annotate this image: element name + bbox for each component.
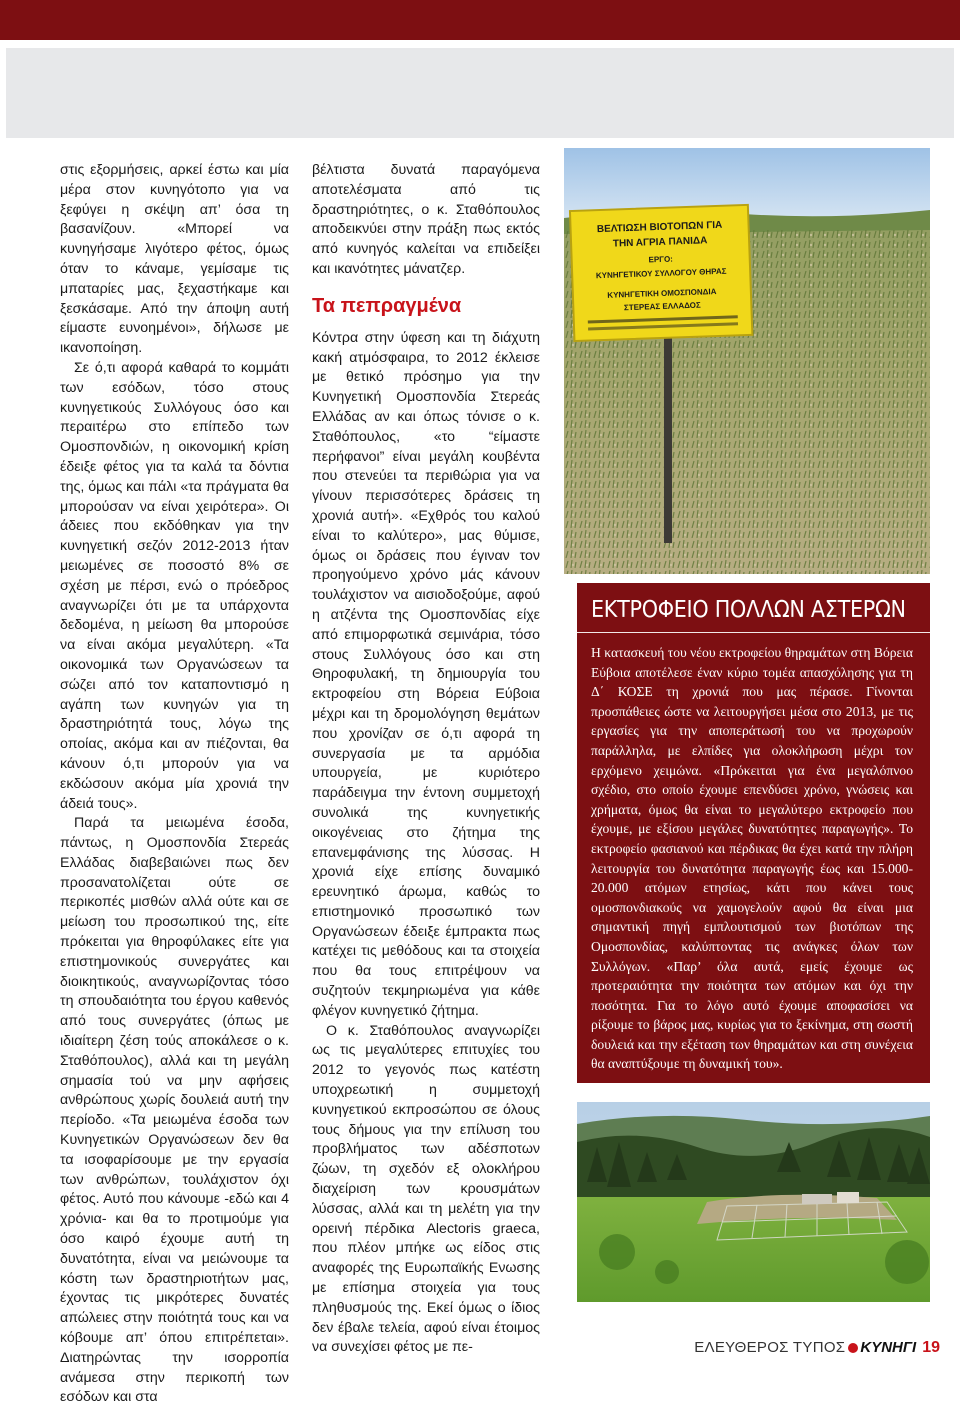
sign-line-1: ΒΕΛΤΙΩΣΗ ΒΙΟΤΟΠΩΝ ΓΙΑ [596, 219, 723, 236]
bullet-dot-icon [848, 1343, 858, 1353]
page-number: 19 [922, 1339, 940, 1356]
article-paragraph: Σε ό,τι αφορά καθαρά το κομμάτι των εσόδων, τόσο στους κυνηγετικούς Συλλόγους όσο και περαιτέρω στο επίπεδο των Ομοσπονδιών, η οικονομική κρίση έδειξε φέτος για τα καλά τα δόντια της, όμως και πάλι «τα πράγματα θα μπορούσαν να είναι χειρότερα». Οι άδειες που εκδόθηκαν για την κυνηγετική σεζόν 2012-2013 ήταν μειωμένες σε ποσοστό 8% σε σχέση με πέρσι, ενώ ο πρόεδρος αναγνωρίζει ότι με τα υπάρχοντα δεδομένα, η μείωση θα μπορούσε να είναι ακόμα μεγαλύτερη. «Τα οικονομικά των Οργανώσεων τα σώζει από τον καταποντισμό η αγάπη των κυνηγών για τη δραστηριότητά τους, λόγω της οποίας, ακόμα και αν πιέζονται, θα κάνουν ό,τι μπορούν για να εκδώσουν ακόμα μία χρονιά την άδειά τους». [60, 359, 289, 812]
photo-habitat-sign [564, 148, 930, 574]
sidebar-divider [577, 632, 930, 633]
section-name: ΚΥΝΗΓΙ [860, 1339, 917, 1356]
publication-name: ΕΛΕΥΘΕΡΟΣ ΤΥΠΟΣ [694, 1339, 846, 1356]
sidebar-text: Η κατασκευή του νέου εκτροφείου θηραμάτων στη Βόρεια Εύβοια αποτέλεσε έναν κύριο τομέα απασχόλησης για τη Δ΄ ΚΟΣΕ τη χρονιά που μας πέρασε. Γίνονται προσπάθειες ώστε να λειτουργήσει μέσα στο 2013, με τις εργασίες για την αποπεράτωσή του να προχωρούν παράλληλα, με ελπίδες για ολοκλήρωση μέχρι τον ερχόμενο χειμώνα. «Πρόκειται για ένα μεγαλόπνοο σχέδιο, στο οποίο έχουμε επενδύσει χρόνο, γνώσεις και χρήματα, όμως θα είναι το μεγαλύτερο εκτροφείο που έχουμε, με εξίσου μεγάλες δυνατότητες παραγωγής». Το εκτροφείο φασιανού και πέρδικας θα έχει κατά την πλήρη λειτουργία του δυνατότητα παραγωγής έως και 15.000-20.000 ατόμων ετησίως, κάτι που κάνει τους ομοσπονδιακούς να χαμογελούν αφού θα είναι μια σημαντική πηγή εμπλουτισμού των βιοτόπων της Ομοσπονδίας, καλύπτοντας τις ανάγκες όλων των Συλλόγων. «Παρ’ όλα αυτά, εμείς έχουμε ως προτεραιότητα την ποιότητα των ατόμων και όχι την ποσότητα. Για το λόγο αυτό έχουμε αποφασίσει να ρίξουμε το βάρος μας, κυρίως για το ξεκίνημα, στη σωστή δουλειά και την εξέταση των θηραμάτων και στη συνέχεια θα αναπτύξουμε τη δυναμική του». [591, 645, 914, 1072]
article-paragraph: Παρά τα μειωμένα έσοδα, πάντως, η Ομοσπονδία Στερεάς Ελλάδας διαβεβαιώνει πως δεν προσανατολίζεται ούτε σε περικοπές μισθών αλλά ούτε και σε μείωση του προσωπικού της, είτε πρόκειται για θηροφύλακες είτε για επιστημονικούς συνεργάτες και διοικητικούς, αναγνωρίζοντας τόσο τη σπουδαιότητα του έργου καθενός από τους συνεργάτες (όπως με ιδιαίτερη ζέση τούς αποκάλεσε ο κ. Σταθόπουλος), αλλά και τη μεγάλη σημασία τού να μην αφήσεις ανθρώπους χωρίς δουλειά αυτή την περίοδο. «Τα μειωμένα έσοδα των Κυνηγετικών Οργανώσεων δεν θα τα ισοφαρίσουμε με την εργασία των ανθρώπων, τουλάχιστον όχι φέτος. Αυτό που κάνουμε -εδώ και 4 χρόνια- και θα το προτιμούμε για όσο καιρό έχουμε αυτή τη δυνατότητα, είναι να μειώνουμε τα κόστη των δραστηριοτήτων μας, έχοντας τις μικρότερες δυνατές απώλειες στην ποιότητά τους και να κόβουμε απ’ όπου επιτρέπεται». Διατηρώντας την ισορροπία ανάμεσα στην περικοπή των εσόδων και στα [60, 815, 289, 1406]
article-paragraph: στις εξορμήσεις, αρκεί έστω και μία μέρα στον κυνηγότοπο για να ξεφύγει η σκέψη απ’ όσα τη βασανίζουν. «Μπορεί να κυνηγήσαμε λιγότερο φέτος, όμως όταν το κάναμε, γεμίσαμε τις μπαταρίες μας, ξεχαστήκαμε και ξεσκάσαμε. Από την άποψη αυτή είμαστε ευνοημένοι», δήλωσε με ικανοποίηση. [60, 162, 289, 357]
sign-line-5: ΚΥΝΗΓΕΤΙΚΗ ΟΜΟΣΠΟΝΔΙΑ [607, 287, 717, 300]
article-paragraph: Ο κ. Σταθόπουλος αναγνωρίζει ως τις μεγαλύτερες επιτυχίες του 2012 το γεγονός πως κατέστη υποχρεωτική η συμμετοχή κυνηγετικού εκπροσώπου σε όλους τους δήμους για την επίλυση του προβλήματος των αδέσποτων ζώων, τη σχεδόν εξ ολοκλήρου διαχείριση των κρουσμάτων λύσσας, αλλά και τη μελέτη για την ορεινή πέρδικα Alectoris graeca, που πλέον μπήκε ως είδος στις αναφορές της Ευρωπαϊκής Ενωσης με επίσημα στοιχεία για τους πληθυσμούς της. Εκεί όμως ο ίδιος δεν έβαλε τελεία, αφού είναι έτοιμος να συνεχίσει φέτος με πε- [312, 1022, 540, 1356]
sign-line-6: ΣΤΕΡΕΑΣ ΕΛΛΑΔΟΣ [623, 300, 701, 313]
article-column-2 [312, 161, 540, 1358]
sign-line-4: ΚΥΝΗΓΕΤΙΚΟΥ ΣΥΛΛΟΓΟΥ ΘΗΡΑΣ [595, 266, 727, 281]
section-subheading: Τα πεπραγμένα [312, 294, 462, 317]
sign-line-3: ΕΡΓΟ: [648, 254, 674, 265]
article-column-1 [60, 161, 289, 1408]
top-color-bar [0, 0, 960, 40]
article-paragraph: Κόντρα στην ύφεση και τη διάχυτη κακή ατμόσφαιρα, το 2012 έκλεισε με θετικό πρόσημο για την Κυνηγετική Ομοσπονδία Στερεάς Ελλάδας αν και όπως τόνισε ο κ. Σταθόπουλος, «το “είμαστε περήφανοι” είναι μεγάλη κουβέντα που στενεύει τα περιθώρια για να γίνουν περισσότερες δράσεις τη χρονιά αυτή». «Εχθρός του καλού είναι το καλύτερο», μας θύμισε, όμως οι δράσεις που έγιναν τον προηγούμενο χρόνο μάς κάνουν τουλάχιστον να αισιοδοξούμε, αφού η ατζέντα της Ομοσπονδίας είχε από επιμορφωτικά σεμινάρια, τόσο στους Συλλόγους όσο και στη Θηροφυλακή, τη δημιουργία του εκτροφείου στη Βόρεια Εύβοια μέχρι και τη δρομολόγηση θεμάτων που χρονίζαν σε ό,τι αφορά τη συνεργασία με τα αρμόδια υπουργεία, με κυριότερο παράδειγμα την έντονη συμμετοχή συνολικά της κυνηγετικής οικογένειας στο ζήτημα της επανεμφάνισης της λύσσας. Η χρονιά είχε επίσης δυναμικό ερευνητικό άρωμα, καθώς το επιστημονικό προσωπικό των Οργανώσεων έδειξε έμπρακτα πως κατέχει τις μεθόδους και τα στοιχεία που θα τους επιτρέψουν να συζητούν τεκμηριωμένα για κάθε φλέγον κυνηγετικό ζήτημα. [312, 329, 540, 1019]
page-footer [694, 1338, 940, 1362]
sidebar-box [577, 583, 930, 1083]
photo-breeding-facility [577, 1102, 930, 1302]
sign-line-2: ΤΗΝ ΑΓΡΙΑ ΠΑΝΙΔΑ [612, 235, 708, 250]
header-band [6, 48, 954, 138]
sidebar-title: ΕΚΤΡΟΦΕΙΟ ΠΟΛΛΩΝ ΑΣΤΕΡΩΝ [591, 597, 906, 623]
article-paragraph: βέλτιστα δυνατά παραγόμενα αποτελέσματα από τις δραστηριότητες, ο κ. Σταθόπουλος αποδεικνύει στην πράξη πως εκτός από κυνηγός καλείται να επιδείξει και ικανότητες μάνατζερ. [312, 162, 540, 277]
